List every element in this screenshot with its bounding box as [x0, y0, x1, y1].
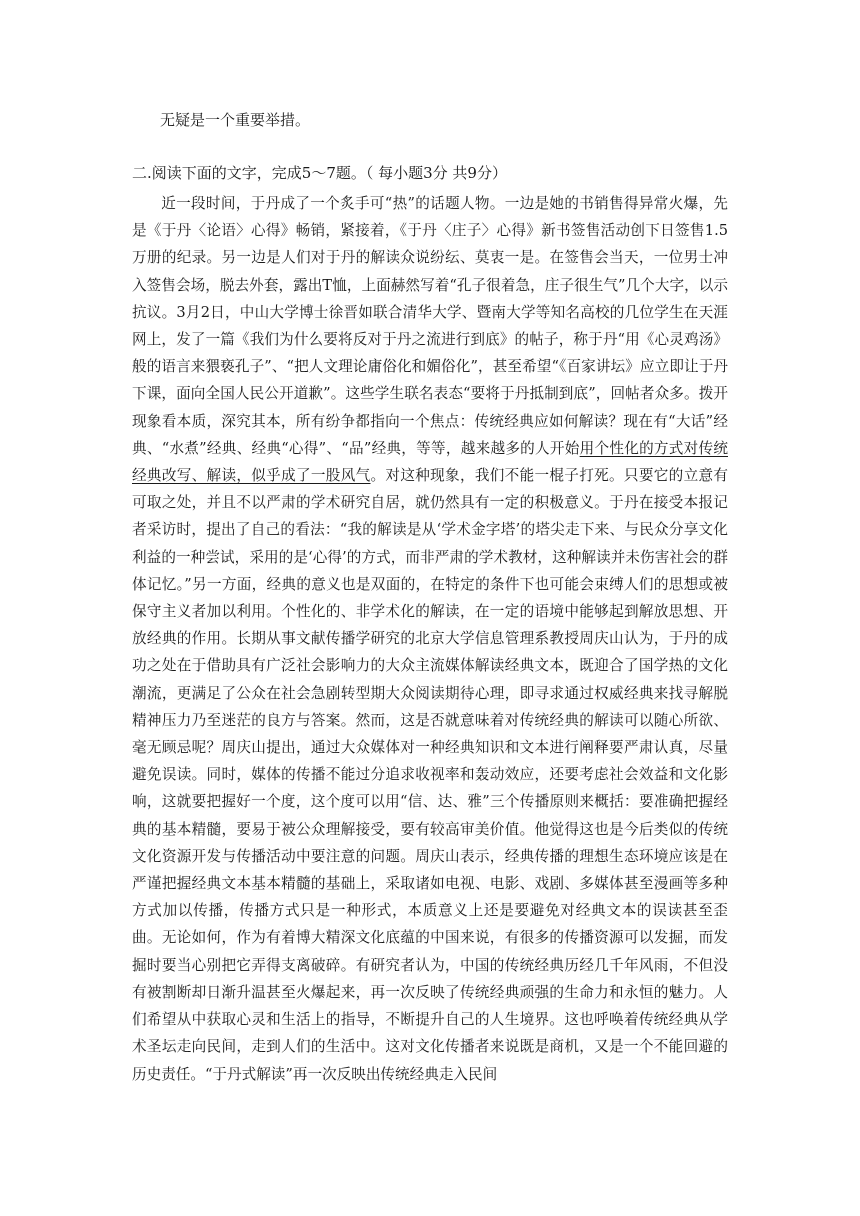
passage-part-1: 近一段时间，于丹成了一个炙手可“热”的话题人物。一边是她的书销售得异常火爆，先是《于丹〈论语〉心得》畅销，紧接着，《于丹〈庄子〉心得》新书签售活动创下日签售1.5万册的纪录。另一边是人们对于丹的解读众说纷纭、莫衷一是。在签售会当天，一位男士冲入签售会场，脱去外套，露出T恤，上面赫然写着“孔子很着急，庄子很生气”几个大字，以示抗议。3月2日，中山大学博士徐晋如联合清华大学、暨南大学等知名高校的几位学生在天涯网上，发了一篇《我们为什么要将反对于丹之流进行到底》的帖子，称于丹“用《心灵鸡汤》般的语言来猥亵孔子”、“把人文理论庸俗化和媚俗化”，甚至希望“《百家讲坛》应立即让于丹下课，面向全国人民公开道歉”。这些学生联名表态“要将于丹抵制到底”，回帖者众多。拨开现象看本质，深究其本，所有纷争都指向一个焦点：传统经典应如何解读？现在有“大话”经典、“水煮”经典、经典“心得”、“品”经典，等等，越来越多的人开始 [132, 195, 728, 457]
underlined-sentence: 用个性化的方式对传统经典改写、解读，似乎成了一股风气 [132, 439, 728, 485]
passage-part-2: 。对这种现象，我们不能一棍子打死。只要它的立意有可取之处，并且不以严肃的学术研究自居，就仍然具有一定的积极意义。于丹在接受本报记者采访时，提出了自己的看法：“我的解读是从‘学术金字塔’的塔尖走下来、与民众分享文化利益的一种尝试，采用的是‘心得’的方式，而非严肃的学术教材，这种解读并未伤害社会的群体记忆。”另一方面，经典的意义也是双面的，在特定的条件下也可能会束缚人们的思想或被保守主义者加以利用。个性化的、非学术化的解读，在一定的语境中能够起到解放思想、开放经典的作用。长期从事文献传播学研究的北京大学信息管理系教授周庆山认为，于丹的成功之处在于借助具有广泛社会影响力的大众主流媒体解读经典文本，既迎合了国学热的文化潮流，更满足了公众在社会急剧转型期大众阅读期待心理，即寻求通过权威经典来找寻解脱精神压力乃至迷茫的良方与答案。然而，这是否就意味着对传统经典的解读可以随心所欲、毫无顾忌呢？周庆山提出，通过大众媒体对一种经典知识和文本进行阐释要严肃认真，尽量避免误读。同时，媒体的传播不能过分追求收视率和轰动效应，还要考虑社会效益和文化影响，这就要把握好一个度，这个度可以用“信、达、雅”三个传播原则来概括：要准确把握经典的基本精髓，要易于被公众理解接受，要有较高审美价值。他觉得这也是今后类似的传统文化资源开发与传播活动中要注意的问题。周庆山表示，经典传播的理想生态环境应该是在严谨把握经典文本基本精髓的基础上，采取诸如电视、电影、戏剧、多媒体甚至漫画等多种方式加以传播，传播方式只是一种形式，本质意义上还是要避免对经典文本的误读甚至歪曲。无论如何，作为有着博大精深文化底蕴的中国来说，有很多的传播资源可以发掘，而发掘时要当心别把它弄得支离破碎。有研究者认为，中国的传统经典历经几千年风雨，不但没有被割断却日渐升温甚至火爆起来，再一次反映了传统经典顽强的生命力和永恒的魅力。人们希望从中获取心灵和生活上的指导，不断提升自己的人生境界。这也呼唤着传统经典从学术圣坛走向民间，走到人们的生活中。这对文化传播者来说既是商机，又是一个不能回避的历史责任。“于丹式解读”再一次反映出传统经典走入民间 [132, 467, 728, 1083]
section-heading: 二.阅读下面的文字，完成5～7题。（ 每小题3分 共9分） [132, 164, 507, 182]
carry-over-line: 无疑是一个重要举措。 [160, 111, 311, 129]
reading-passage [132, 190, 728, 1088]
